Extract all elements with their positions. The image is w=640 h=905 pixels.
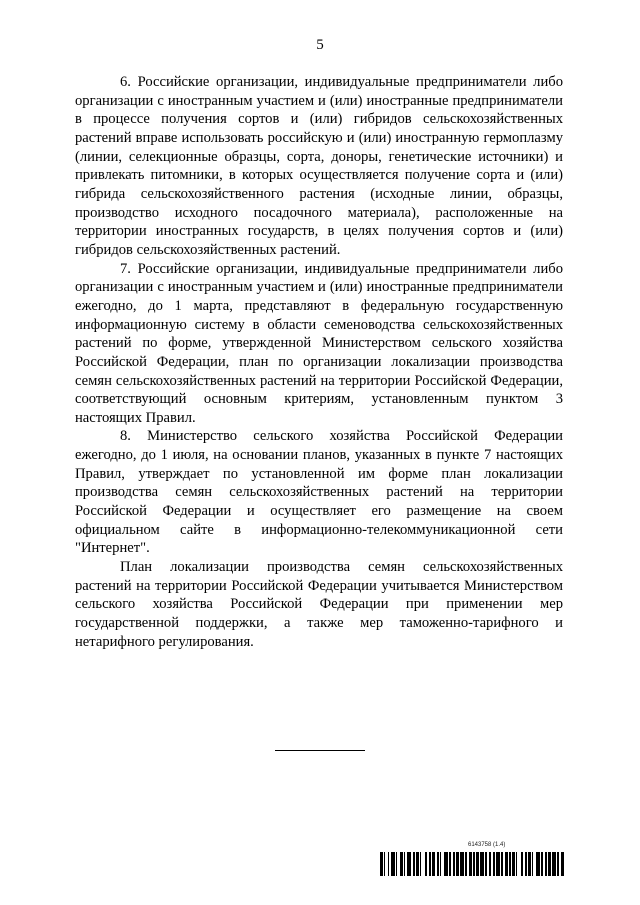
paragraph-plan: План локализации производства семян сельскохозяйственных растений на территории Российской Федерации учитывается Министерством сельского хозяйства Российской Федерации при применении мер государственной поддержки, а также мер таможенно-тарифного и нетарифного регулирования. xyxy=(75,559,563,650)
document-code: 6143758 (1.4) xyxy=(468,842,506,848)
barcode-icon xyxy=(380,852,566,876)
paragraph-8: 8. Министерство сельского хозяйства Российской Федерации ежегодно, до 1 июля, на основании планов, указанных в пункте 7 настоящих Правил, утверждает по установленной им форме план локализации производства семян сельскохозяйственных растений на территории Российской Федерации и осуществляет его размещение на своем официальном сайте в информационно-телекоммуникационной сети "Интернет". xyxy=(75,428,563,557)
paragraph-7: 7. Российские организации, индивидуальные предприниматели либо организации с иностранным участием и (или) иностранные предприниматели ежегодно, до 1 марта, представляют в федеральную государственную информационную систему в области семеноводства сельскохозяйственных растений по форме, утвержденной Министерством сельского хозяйства Российской Федерации, план по организации локализации производства семян сельскохозяйственных растений на территории Российской Федерации, соответствующий основным критериям, установленным пунктом 3 настоящих Правил. xyxy=(75,260,563,426)
barcode-bar xyxy=(564,852,565,876)
document-body xyxy=(75,73,563,651)
separator-line xyxy=(275,750,365,751)
paragraph-6: 6. Российские организации, индивидуальные предприниматели либо организации с иностранным участием и (или) иностранные предприниматели в процессе получения сортов и (или) гибридов сельскохозяйственных растений вправе использовать российскую и (или) иностранную гермоплазму (линии, селекционные образцы, сорта, доноры, генетические источники) и привлекать питомники, в которых осуществляется получение сорта и (или) гибрида сельскохозяйственного растения (исходные линии, образцы, производство исходного посадочного материала), расположенные на территории иностранных государств, в целях получения сортов и (или) гибридов сельскохозяйственных растений. xyxy=(75,74,563,258)
page-number: 5 xyxy=(316,37,324,53)
